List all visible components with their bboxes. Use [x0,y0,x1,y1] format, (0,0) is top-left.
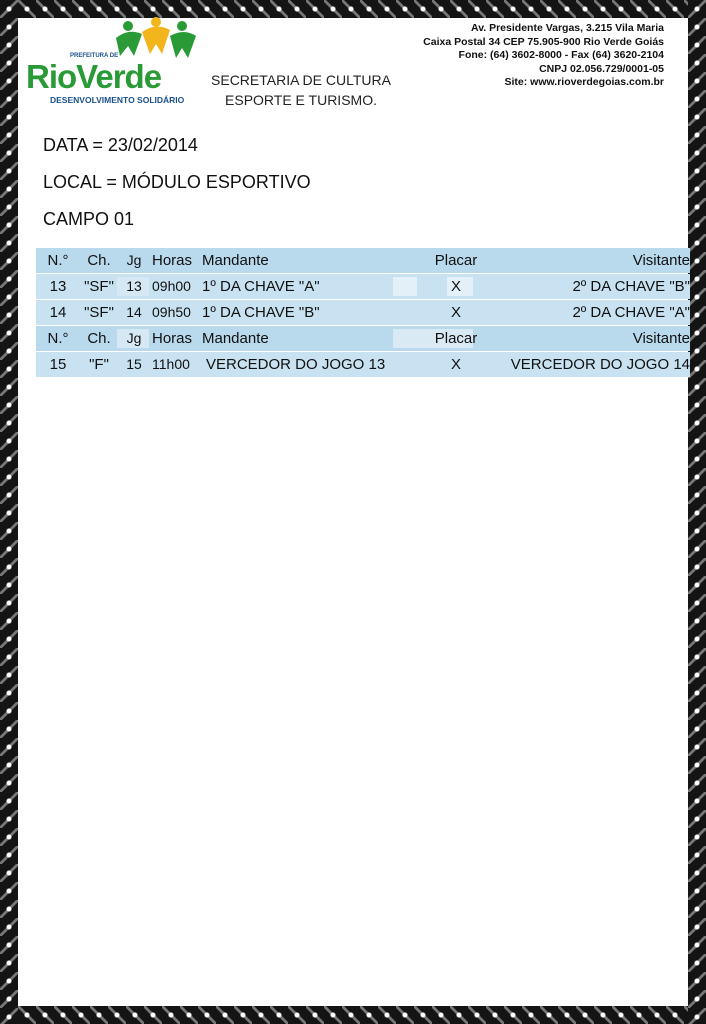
contact-phone: Fone: (64) 3602-8000 - Fax (64) 3620-2104 [458,49,664,61]
table-header-row [36,248,690,273]
header-mandante: Mandante [202,252,269,269]
match-visitante: 2º DA CHAVE "B" [572,278,690,295]
header-placar: Placar [434,252,478,269]
match-mandante: 1º DA CHAVE "B" [202,304,320,321]
match-placar: X [450,278,461,295]
match-number: 13 [49,278,67,295]
info-local: LOCAL = MÓDULO ESPORTIVO [43,172,311,192]
contact-address: Av. Presidente Vargas, 3.215 Vila Maria [471,22,664,34]
match-chave: "SF" [84,278,114,295]
match-chave: "F" [89,356,109,373]
contact-cnpj: CNPJ 02.056.729/0001-05 [539,62,664,75]
header-number: N.° [47,330,69,347]
match-placar: X [450,356,461,373]
match-mandante: 1º DA CHAVE "A" [202,278,320,295]
match-jogo: 14 [126,304,142,320]
match-jogo: 15 [126,356,142,372]
header-jogo: Jg [126,330,142,346]
info-date: DATA = 23/02/2014 [43,135,198,155]
table-row [36,352,690,377]
contact-postal: Caixa Postal 34 CEP 75.905-900 Rio Verde Goiás [423,35,664,48]
match-horas: 11h00 [152,356,190,372]
table-row [36,274,690,299]
header-number: N.° [47,252,69,269]
header-horas: Horas [152,330,193,347]
decorative-border-left [0,0,18,1024]
match-number: 15 [49,356,67,373]
match-horas: 09h50 [152,304,191,320]
logo-prefeitura-text: PREFEITURA DE [70,53,119,59]
match-number: 14 [49,304,67,321]
match-visitante: 2º DA CHAVE "A" [572,304,690,321]
contact-site: Site: www.rioverdegoias.com.br [504,76,664,88]
header-jogo: Jg [126,252,142,268]
match-horas: 09h00 [152,278,191,294]
secretaria-line-1: SECRETARIA DE CULTURA [211,72,391,88]
people-figures-icon [112,16,202,62]
table-row [36,300,690,325]
table-header-row [36,326,690,351]
header-mandante: Mandante [202,330,269,347]
contact-block [364,22,664,90]
header-chave: Ch. [87,252,111,269]
match-mandante: VERCEDOR DO JOGO 13 [206,356,386,373]
header-horas: Horas [152,252,193,269]
header-visitante: Visitante [632,252,690,269]
logo-title: RioVerde [26,58,162,95]
secretaria-line-2: ESPORTE E TURISMO. [225,92,377,108]
info-campo: CAMPO 01 [43,209,135,229]
match-placar: X [450,304,461,321]
logo-subtitle: DESENVOLVIMENTO SOLIDÁRIO [50,95,185,105]
decorative-border-right [688,0,706,1024]
rio-verde-logo [26,16,202,105]
header-visitante: Visitante [632,330,690,347]
header-chave: Ch. [87,330,111,347]
match-jogo: 13 [126,278,142,294]
match-chave: "SF" [84,304,114,321]
decorative-border-bottom [0,1006,706,1024]
header-placar: Placar [434,330,478,347]
schedule-table [36,248,690,378]
match-visitante: VERCEDOR DO JOGO 14 [510,356,690,373]
